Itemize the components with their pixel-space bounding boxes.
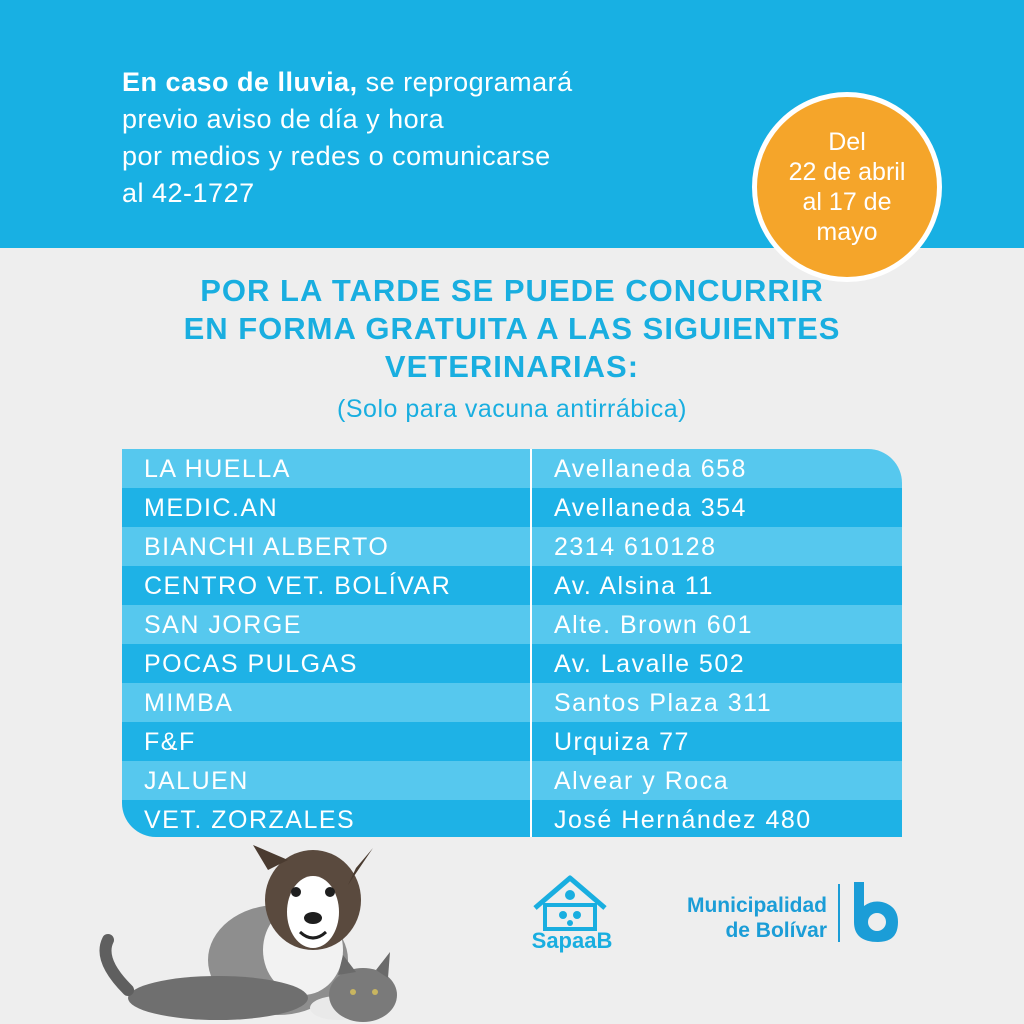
vet-address: Avellaneda 658 <box>554 455 747 483</box>
logo-divider <box>838 884 840 942</box>
muni-line1: Municipalidad <box>686 894 827 917</box>
table-row <box>122 566 902 605</box>
date-line2: 22 de abril <box>788 158 906 186</box>
table-row <box>122 761 902 800</box>
table-row <box>122 527 902 566</box>
vet-address: 2314 610128 <box>554 533 717 561</box>
table-row <box>122 683 902 722</box>
vet-address: Alte. Brown 601 <box>554 611 753 639</box>
vet-name: CENTRO VET. BOLÍVAR <box>122 566 532 605</box>
vet-address: Av. Lavalle 502 <box>554 650 746 678</box>
table-row <box>122 605 902 644</box>
date-line1: Del <box>828 128 866 156</box>
vet-name: JALUEN <box>122 761 532 800</box>
table-row <box>122 800 902 837</box>
headline <box>0 272 1024 386</box>
headline-line2: EN FORMA GRATUITA A LAS SIGUIENTES <box>183 311 841 346</box>
vet-name: MEDIC.AN <box>122 488 532 527</box>
headline-line3: VETERINARIAS: <box>384 349 640 384</box>
rain-notice-line2: previo aviso de día y hora <box>122 104 445 134</box>
date-line3: al 17 de <box>802 188 892 216</box>
vet-address: Avellaneda 354 <box>554 494 747 522</box>
table-row <box>122 722 902 761</box>
rain-notice-bold: En caso de lluvia, <box>122 67 358 97</box>
headline-line1: POR LA TARDE SE PUEDE CONCURRIR <box>200 273 824 308</box>
date-line4: mayo <box>816 218 878 246</box>
municipalidad-logo-text <box>655 893 827 943</box>
veterinarias-table <box>122 449 902 837</box>
vet-address: Urquiza 77 <box>554 728 690 756</box>
vet-address: Av. Alsina 11 <box>554 572 714 600</box>
vet-name: LA HUELLA <box>122 449 532 488</box>
sapaab-logo-text: SapaaB <box>531 928 613 953</box>
vet-name: BIANCHI ALBERTO <box>122 527 532 566</box>
muni-line2: de Bolívar <box>725 919 827 942</box>
table-row <box>122 644 902 683</box>
vet-name: SAN JORGE <box>122 605 532 644</box>
vet-name: MIMBA <box>122 683 532 722</box>
vet-name: VET. ZORZALES <box>122 800 532 837</box>
rain-notice-line1: se reprogramará <box>357 67 573 97</box>
rain-notice-line4: al 42-1727 <box>122 178 255 208</box>
vet-address: Santos Plaza 311 <box>554 689 773 717</box>
municipalidad-b-logo-icon <box>850 882 900 944</box>
dog-and-cat-image <box>88 840 418 1024</box>
date-badge <box>752 92 942 282</box>
vet-name: POCAS PULGAS <box>122 644 532 683</box>
vet-address: José Hernández 480 <box>554 806 812 834</box>
table-row <box>122 488 902 527</box>
rain-notice-line3: por medios y redes o comunicarse <box>122 141 551 171</box>
vet-address: Alvear y Roca <box>554 767 730 795</box>
vet-name: F&F <box>122 722 532 761</box>
subheadline: (Solo para vacuna antirrábica) <box>337 395 687 423</box>
rain-notice <box>122 64 742 212</box>
table-row <box>122 449 902 488</box>
